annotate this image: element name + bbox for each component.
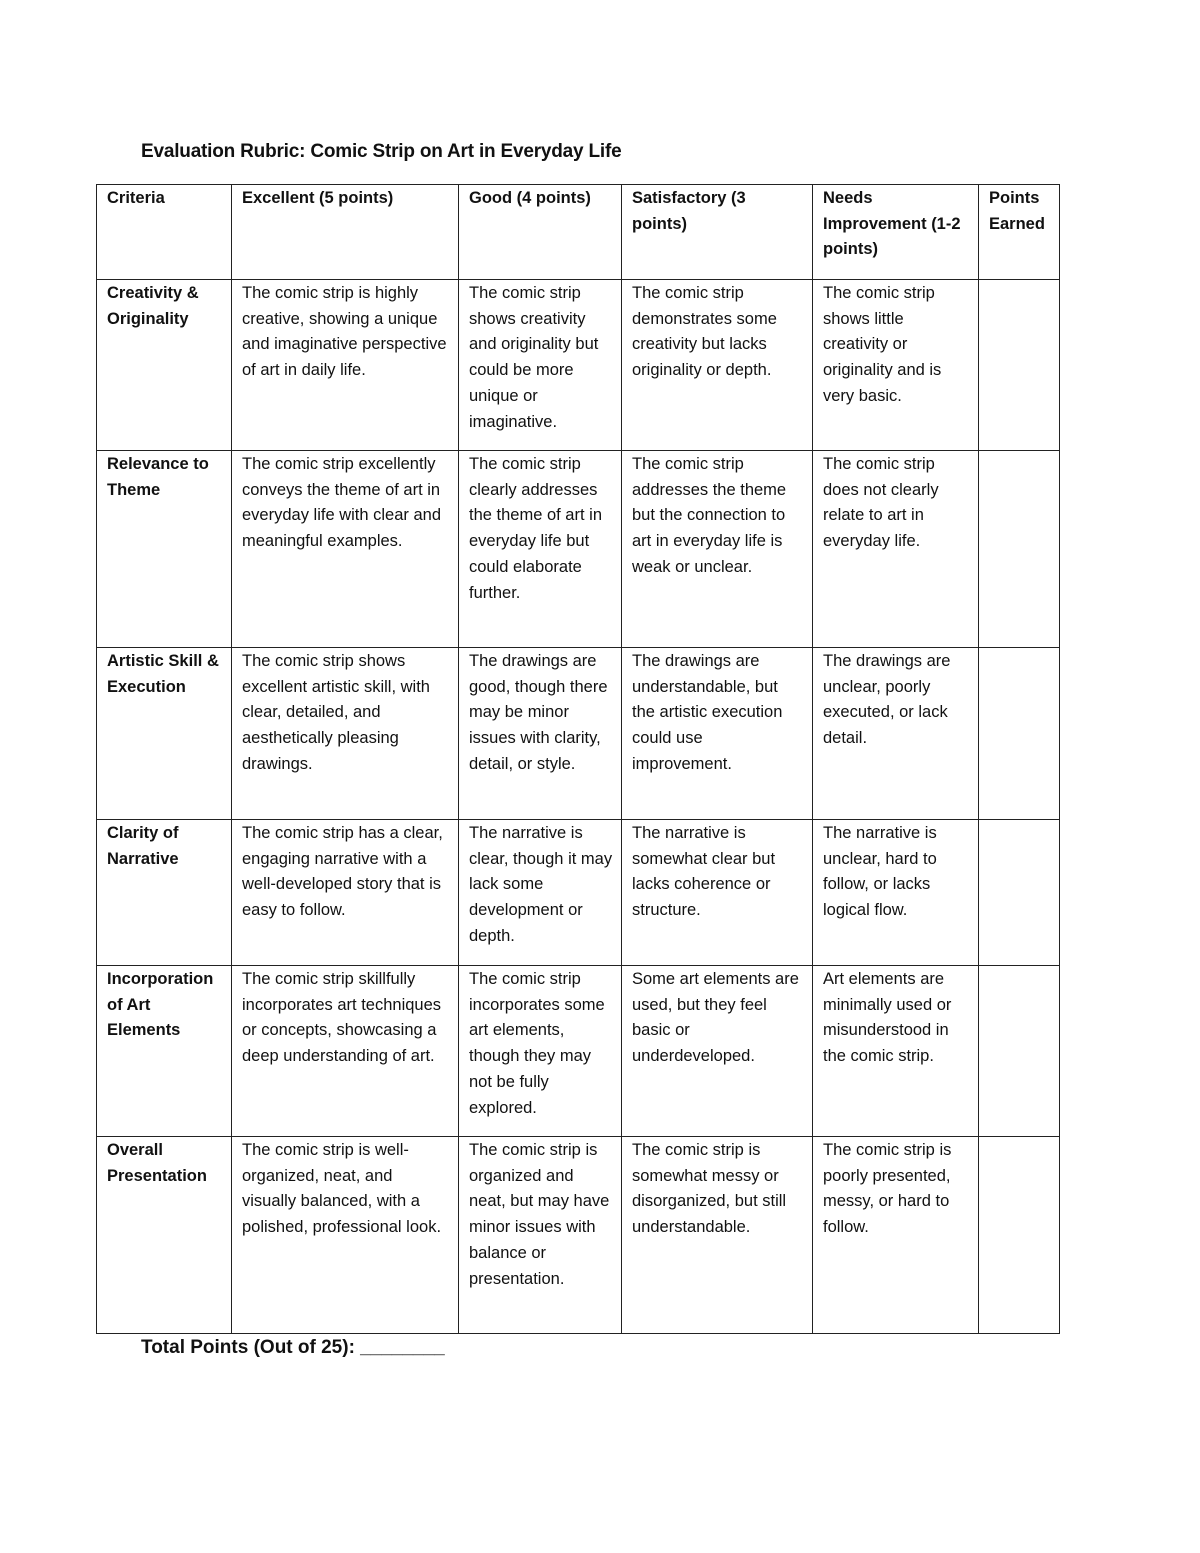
- excellent-cell: The comic strip is well-organized, neat, and visually balanced, with a polished, professional look.: [232, 1137, 459, 1334]
- table-header-row: [97, 185, 1060, 280]
- criteria-cell: Clarity of Narrative: [97, 820, 232, 966]
- good-cell: The comic strip incorporates some art elements, though they may not be fully explored.: [459, 966, 622, 1137]
- excellent-cell: The comic strip shows excellent artistic skill, with clear, detailed, and aesthetically pleasing drawings.: [232, 648, 459, 820]
- needs-improvement-cell: The comic strip is poorly presented, messy, or hard to follow.: [813, 1137, 979, 1334]
- needs-improvement-cell: The drawings are unclear, poorly executed, or lack detail.: [813, 648, 979, 820]
- needs-improvement-cell: The comic strip does not clearly relate to art in everyday life.: [813, 451, 979, 648]
- points-earned-cell[interactable]: [979, 648, 1060, 820]
- satisfactory-cell: The drawings are understandable, but the artistic execution could use improvement.: [622, 648, 813, 820]
- table-row: [97, 820, 1060, 966]
- header-points-earned: Points Earned: [979, 185, 1060, 280]
- table-row: [97, 1137, 1060, 1334]
- satisfactory-cell: The comic strip addresses the theme but the connection to art in everyday life is weak or unclear.: [622, 451, 813, 648]
- satisfactory-cell: The comic strip demonstrates some creativity but lacks originality or depth.: [622, 280, 813, 451]
- page-title: Evaluation Rubric: Comic Strip on Art in Everyday Life: [141, 141, 622, 162]
- satisfactory-cell: The comic strip is somewhat messy or disorganized, but still understandable.: [622, 1137, 813, 1334]
- header-satisfactory: Satisfactory (3 points): [622, 185, 813, 280]
- points-earned-cell[interactable]: [979, 820, 1060, 966]
- criteria-cell: Artistic Skill & Execution: [97, 648, 232, 820]
- good-cell: The narrative is clear, though it may lack some development or depth.: [459, 820, 622, 966]
- good-cell: The comic strip clearly addresses the theme of art in everyday life but could elaborate further.: [459, 451, 622, 648]
- satisfactory-cell: Some art elements are used, but they feel basic or underdeveloped.: [622, 966, 813, 1137]
- good-cell: The comic strip shows creativity and originality but could be more unique or imaginative.: [459, 280, 622, 451]
- excellent-cell: The comic strip skillfully incorporates art techniques or concepts, showcasing a deep understanding of art.: [232, 966, 459, 1137]
- header-needs-improvement: Needs Improvement (1-2 points): [813, 185, 979, 280]
- table-row: [97, 648, 1060, 820]
- criteria-cell: Creativity & Originality: [97, 280, 232, 451]
- excellent-cell: The comic strip is highly creative, showing a unique and imaginative perspective of art in daily life.: [232, 280, 459, 451]
- header-criteria: Criteria: [97, 185, 232, 280]
- excellent-cell: The comic strip has a clear, engaging narrative with a well-developed story that is easy to follow.: [232, 820, 459, 966]
- points-earned-cell[interactable]: [979, 451, 1060, 648]
- satisfactory-cell: The narrative is somewhat clear but lacks coherence or structure.: [622, 820, 813, 966]
- points-earned-cell[interactable]: [979, 966, 1060, 1137]
- total-points-line: Total Points (Out of 25): ________: [141, 1337, 445, 1358]
- rubric-table: [96, 184, 1060, 1334]
- table-row: [97, 280, 1060, 451]
- criteria-cell: Incorporation of Art Elements: [97, 966, 232, 1137]
- table-row: [97, 966, 1060, 1137]
- criteria-cell: Relevance to Theme: [97, 451, 232, 648]
- points-earned-cell[interactable]: [979, 1137, 1060, 1334]
- excellent-cell: The comic strip excellently conveys the theme of art in everyday life with clear and meaningful examples.: [232, 451, 459, 648]
- criteria-cell: Overall Presentation: [97, 1137, 232, 1334]
- good-cell: The comic strip is organized and neat, but may have minor issues with balance or presentation.: [459, 1137, 622, 1334]
- header-excellent: Excellent (5 points): [232, 185, 459, 280]
- needs-improvement-cell: The narrative is unclear, hard to follow, or lacks logical flow.: [813, 820, 979, 966]
- needs-improvement-cell: Art elements are minimally used or misunderstood in the comic strip.: [813, 966, 979, 1137]
- header-good: Good (4 points): [459, 185, 622, 280]
- good-cell: The drawings are good, though there may be minor issues with clarity, detail, or style.: [459, 648, 622, 820]
- table-row: [97, 451, 1060, 648]
- needs-improvement-cell: The comic strip shows little creativity or originality and is very basic.: [813, 280, 979, 451]
- points-earned-cell[interactable]: [979, 280, 1060, 451]
